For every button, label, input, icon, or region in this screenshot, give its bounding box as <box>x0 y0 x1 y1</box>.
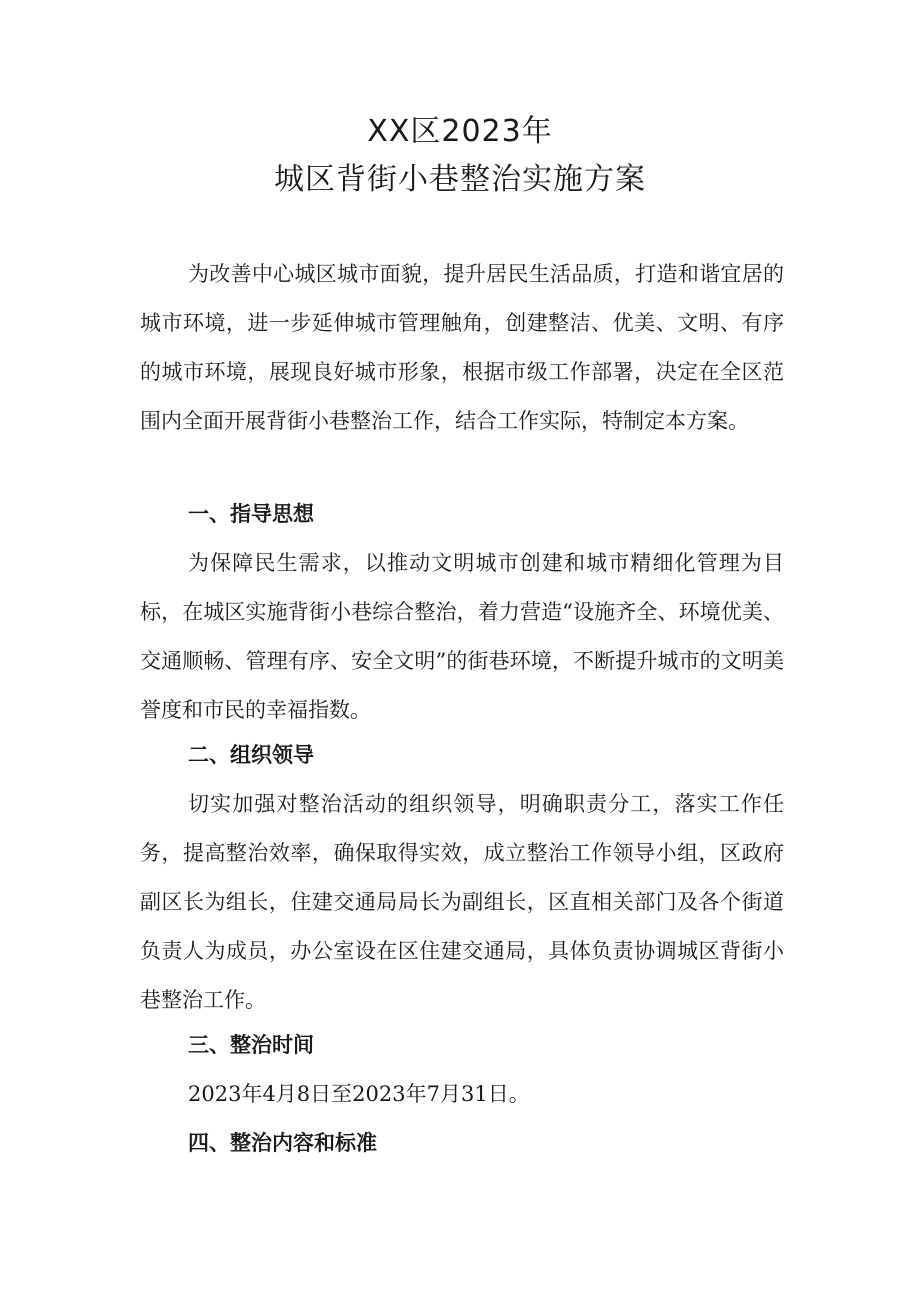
section-paragraph-organization: 切实加强对整治活动的组织领导，明确职责分工，落实工作任务，提高整治效率，确保取得实效，成立整治工作领导小组，区政府副区长为组长，住建交通局局长为副组长，区直相关部门及各个街道负责人为成员，办公室设在区住建交通局，具体负责协调城区背街小巷整治工作。 <box>140 792 784 1012</box>
document-title-line-1: XX区2023年 <box>367 114 553 149</box>
intro-paragraph: 为改善中心城区城市面貌，提升居民生活品质，打造和谐宜居的城市环境，进一步延伸城市管理触角，创建整洁、优美、文明、有序的城市环境，展现良好城市形象，根据市级工作部署，决定在全区范围内全面开展背街小巷整治工作，结合工作实际，特制定本方案。 <box>140 262 784 433</box>
section-heading-schedule: 三、整治时间 <box>188 1033 314 1057</box>
section-paragraph-schedule: 2023年4月8日至2023年7月31日。 <box>188 1082 530 1106</box>
document-title-line-2: 城区背街小巷整治实施方案 <box>274 162 646 197</box>
section-paragraph-guiding-ideology: 为保障民生需求，以推动文明城市创建和城市精细化管理为目标，在城区实施背街小巷综合整治，着力营造“设施齐全、环境优美、交通顺畅、管理有序、安全文明”的街巷环境，不断提升城市的文明美誉度和市民的幸福指数。 <box>140 551 784 722</box>
section-heading-guiding-ideology: 一、指导思想 <box>188 502 314 526</box>
section-heading-organization: 二、组织领导 <box>188 743 314 767</box>
section-heading-content-standards: 四、整治内容和标准 <box>188 1131 377 1155</box>
